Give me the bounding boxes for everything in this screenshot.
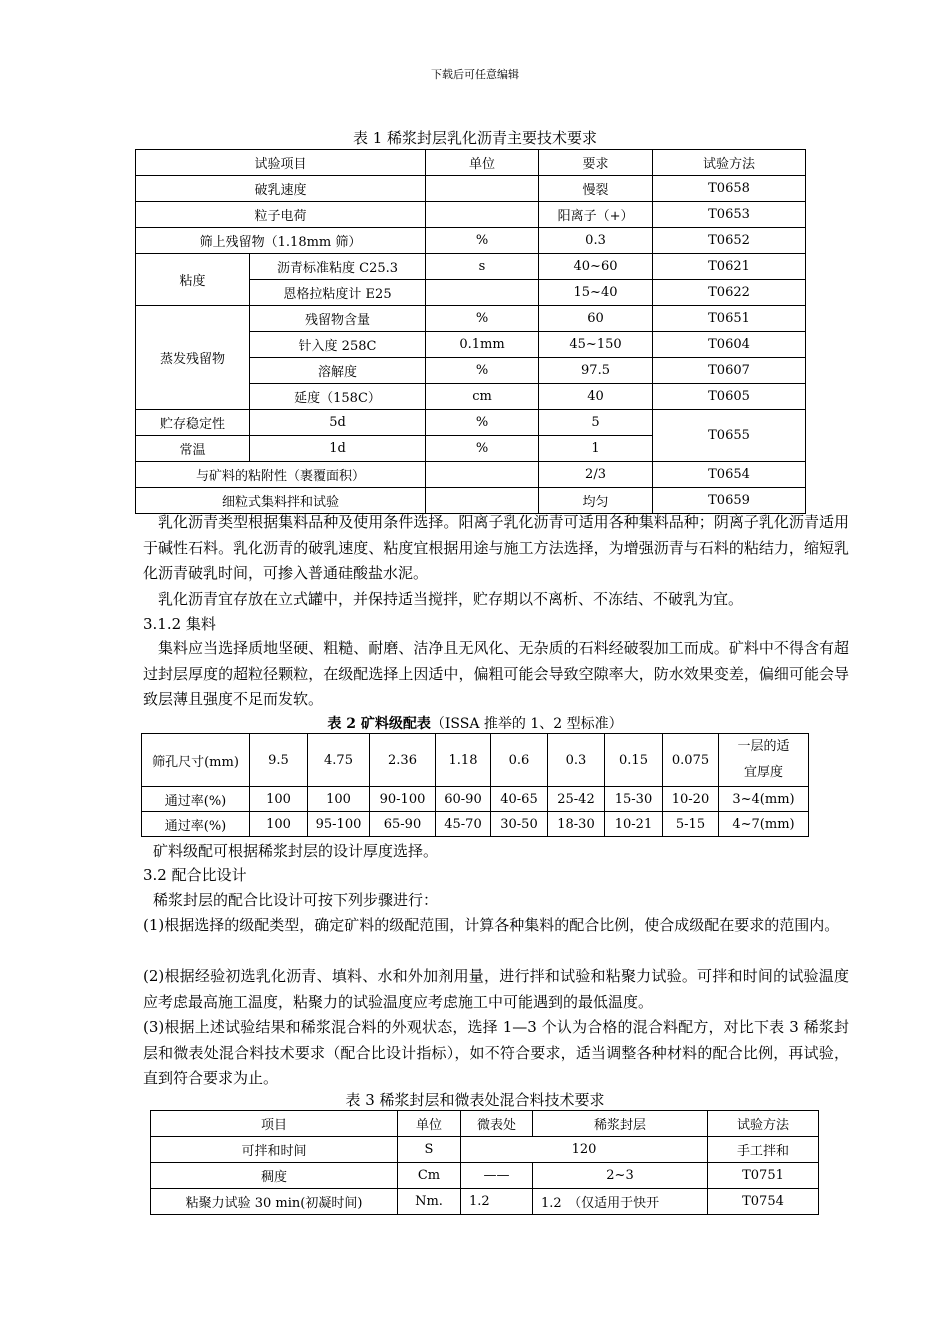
table-cell: s (426, 254, 539, 280)
table-row (136, 306, 806, 332)
table-cell: 45~150 (539, 332, 653, 358)
table-row (136, 462, 806, 488)
table-cell: 60 (539, 306, 653, 332)
table-cell: T0621 (653, 254, 806, 280)
table2-caption-rest: （ISSA 推举的 1、2 型标准） (430, 716, 623, 732)
paragraph-mix-steps-intro: 稀浆封层的配合比设计可按下列步骤进行： (153, 891, 439, 909)
page-header: 下载后可任意编辑 (431, 68, 519, 81)
table2 (141, 733, 809, 837)
table-cell: 针入度 258C (250, 332, 426, 358)
table-cell: 沥青标准粘度 C25.3 (250, 254, 426, 280)
table-cell: 10-21 (605, 812, 663, 837)
table-row (151, 1137, 819, 1163)
table-row (136, 176, 806, 202)
table-cell (719, 734, 809, 787)
table-cell: T0655 (653, 410, 806, 462)
table-cell: 试验方法 (653, 150, 806, 176)
table-cell: T0658 (653, 176, 806, 202)
table-row (142, 787, 809, 812)
table-row (142, 734, 809, 787)
table-row (151, 1163, 819, 1189)
table-cell: 95-100 (308, 812, 370, 837)
table-cell: 通过率(%) (142, 787, 250, 812)
table-row (136, 150, 806, 176)
table-cell: 筛上残留物（1.18mm 筛） (136, 228, 426, 254)
table-cell: T0659 (653, 488, 806, 514)
table-cell: 100 (250, 787, 308, 812)
table-cell: 18-30 (548, 812, 605, 837)
section-heading-mix-design: 3.2 配合比设计 (143, 866, 247, 884)
table-cell: 2/3 (539, 462, 653, 488)
table-cell: 粒子电荷 (136, 202, 426, 228)
table-cell: 筛孔尺寸(mm) (142, 734, 250, 787)
table-cell: 常温 (136, 436, 250, 462)
table-cell (426, 280, 539, 306)
table2-header-thickness-line2: 宜厚度 (743, 765, 783, 780)
paragraph-aggregate: 集料应当选择质地坚硬、粗糙、耐磨、洁净且无风化、无杂质的石料经破裂加工而成。矿料中不得含有超过封层厚度的超粒径颗粒，在级配选择上因适中，偏粗可能会导致空隙率大，防水效果变差，偏细可能会导致层薄且强度不足而发软。 (143, 639, 849, 709)
table-cell: 恩格拉粘度计 E25 (250, 280, 426, 306)
table-cell: 1.18 (436, 734, 491, 787)
table-cell: T0651 (653, 306, 806, 332)
table-cell: T0751 (708, 1163, 819, 1189)
table-cell: 要求 (539, 150, 653, 176)
table-row (136, 254, 806, 280)
table-cell: % (426, 358, 539, 384)
table-cell: 破乳速度 (136, 176, 426, 202)
paragraph-step-1: (1)根据选择的级配类型，确定矿料的级配范围，计算各种集料的配合比例，使合成级配在要求的范围内。 (143, 916, 840, 934)
table-cell: cm (426, 384, 539, 410)
table1 (135, 149, 806, 514)
table-row (151, 1111, 819, 1137)
table3 (150, 1110, 819, 1215)
table-cell (426, 202, 539, 228)
table-cell: T0754 (708, 1189, 819, 1215)
table-cell: T0622 (653, 280, 806, 306)
table-cell: 单位 (426, 150, 539, 176)
paragraph-gradation-choice: 矿料级配可根据稀浆封层的设计厚度选择。 (153, 842, 439, 860)
table-cell: 稀浆封层 (533, 1111, 708, 1137)
table-cell: 100 (250, 812, 308, 837)
table-cell: 40 (539, 384, 653, 410)
table-cell: 10-20 (663, 787, 719, 812)
table-cell: 稠度 (151, 1163, 398, 1189)
table-row (136, 410, 806, 436)
table-cell: 30-50 (491, 812, 548, 837)
table-cell: T0607 (653, 358, 806, 384)
table3-caption: 表 3 稀浆封层和微表处混合料技术要求 (345, 1091, 605, 1109)
table-cell: % (426, 436, 539, 462)
paragraph-emulsion-type: 乳化沥青类型根据集料品种及使用条件选择。阳离子乳化沥青可适用各种集料品种；阴离子乳化沥青适用于碱性石料。乳化沥青的破乳速度、粘度宜根据用途与施工方法选择，为增强沥青与石料的粘结力，缩短乳化沥青破乳时间，可掺入普通硅酸盐水泥。 (143, 513, 849, 583)
table-cell: 45-70 (436, 812, 491, 837)
table-cell: 单位 (398, 1111, 461, 1137)
table-cell: 40-65 (491, 787, 548, 812)
table-cell: 残留物含量 (250, 306, 426, 332)
table-cell: 均匀 (539, 488, 653, 514)
table-row (136, 202, 806, 228)
table-cell: 15-30 (605, 787, 663, 812)
table-cell: 3~4(mm) (719, 787, 809, 812)
table-cell: 65-90 (370, 812, 436, 837)
table2-header-thickness-line1: 一层的适 (737, 739, 790, 754)
table-cell: Nm. (398, 1189, 461, 1215)
table-cell: % (426, 306, 539, 332)
table-cell: 延度（158C） (250, 384, 426, 410)
table-cell: 试验方法 (708, 1111, 819, 1137)
table-cell: 微表处 (461, 1111, 533, 1137)
table-cell: 0.1mm (426, 332, 539, 358)
table-cell: 100 (308, 787, 370, 812)
table-cell: 阳离子（+） (539, 202, 653, 228)
table-cell: T0653 (653, 202, 806, 228)
table-cell: 4~7(mm) (719, 812, 809, 837)
table-cell: 溶解度 (250, 358, 426, 384)
table-cell: 25-42 (548, 787, 605, 812)
table-cell: 90-100 (370, 787, 436, 812)
table-cell: S (398, 1137, 461, 1163)
paragraph-step-2: (2)根据经验初选乳化沥青、填料、水和外加剂用量，进行拌和试验和粘聚力试验。可拌和时间的试验温度应考虑最高施工温度，粘聚力的试验温度应考虑施工中可能遇到的最低温度。 (143, 967, 849, 1011)
table-row (151, 1189, 819, 1215)
table-cell: 4.75 (308, 734, 370, 787)
table-cell: 60-90 (436, 787, 491, 812)
table2-caption (0, 713, 950, 733)
table-cell: 1 (539, 436, 653, 462)
section-heading-aggregate: 3.1.2 集料 (143, 615, 216, 633)
table-cell: 1d (250, 436, 426, 462)
table-cell: 慢裂 (539, 176, 653, 202)
table-row (142, 812, 809, 837)
table-cell: 5-15 (663, 812, 719, 837)
table-cell: 15~40 (539, 280, 653, 306)
table-cell: % (426, 410, 539, 436)
table-cell: T0654 (653, 462, 806, 488)
table-cell: T0652 (653, 228, 806, 254)
table-cell: Cm (398, 1163, 461, 1189)
table-cell: 细粒式集料拌和试验 (136, 488, 426, 514)
table-cell: —— (461, 1163, 533, 1189)
table-cell: 120 (461, 1137, 708, 1163)
table-cell: 1.2 (461, 1189, 533, 1215)
table-cell: T0604 (653, 332, 806, 358)
table-cell: 97.5 (539, 358, 653, 384)
table-cell: 5d (250, 410, 426, 436)
table-cell: 0.3 (539, 228, 653, 254)
table-cell: 2~3 (533, 1163, 708, 1189)
table-cell: T0605 (653, 384, 806, 410)
table-cell: 贮存稳定性 (136, 410, 250, 436)
table-cell (426, 176, 539, 202)
table-cell: 手工拌和 (708, 1137, 819, 1163)
table-row (136, 228, 806, 254)
table-cell: % (426, 228, 539, 254)
paragraph-emulsion-storage: 乳化沥青宜存放在立式罐中，并保持适当搅拌，贮存期以不离析、不冻结、不破乳为宜。 (158, 590, 744, 608)
table-cell: 试验项目 (136, 150, 426, 176)
table-cell (426, 462, 539, 488)
table-cell: 0.3 (548, 734, 605, 787)
table-cell: 通过率(%) (142, 812, 250, 837)
table-cell: 9.5 (250, 734, 308, 787)
table-cell: 粘度 (136, 254, 250, 306)
paragraph-step-3: (3)根据上述试验结果和稀浆混合料的外观状态，选择 1—3 个认为合格的混合料配方，对比下表 3 稀浆封层和微表处混合料技术要求（配合比设计指标），如不符合要求，适当调整各种材料的配合比例，再试验，直到符合要求为止。 (143, 1018, 849, 1088)
table-cell: 与矿料的粘附性（裹覆面积） (136, 462, 426, 488)
table-cell: 0.6 (491, 734, 548, 787)
table-cell: 1.2 （仅适用于快开 (533, 1189, 708, 1215)
table-cell: 可拌和时间 (151, 1137, 398, 1163)
table-cell: 项目 (151, 1111, 398, 1137)
table2-caption-bold: 表 2 矿料级配表 (327, 716, 431, 732)
table-cell: 5 (539, 410, 653, 436)
table-cell: 2.36 (370, 734, 436, 787)
table1-caption: 表 1 稀浆封层乳化沥青主要技术要求 (352, 129, 598, 147)
table-cell: 蒸发残留物 (136, 306, 250, 410)
table-cell: 0.15 (605, 734, 663, 787)
table-cell: 0.075 (663, 734, 719, 787)
table-cell: 40~60 (539, 254, 653, 280)
table-cell: 粘聚力试验 30 min(初凝时间) (151, 1189, 398, 1215)
